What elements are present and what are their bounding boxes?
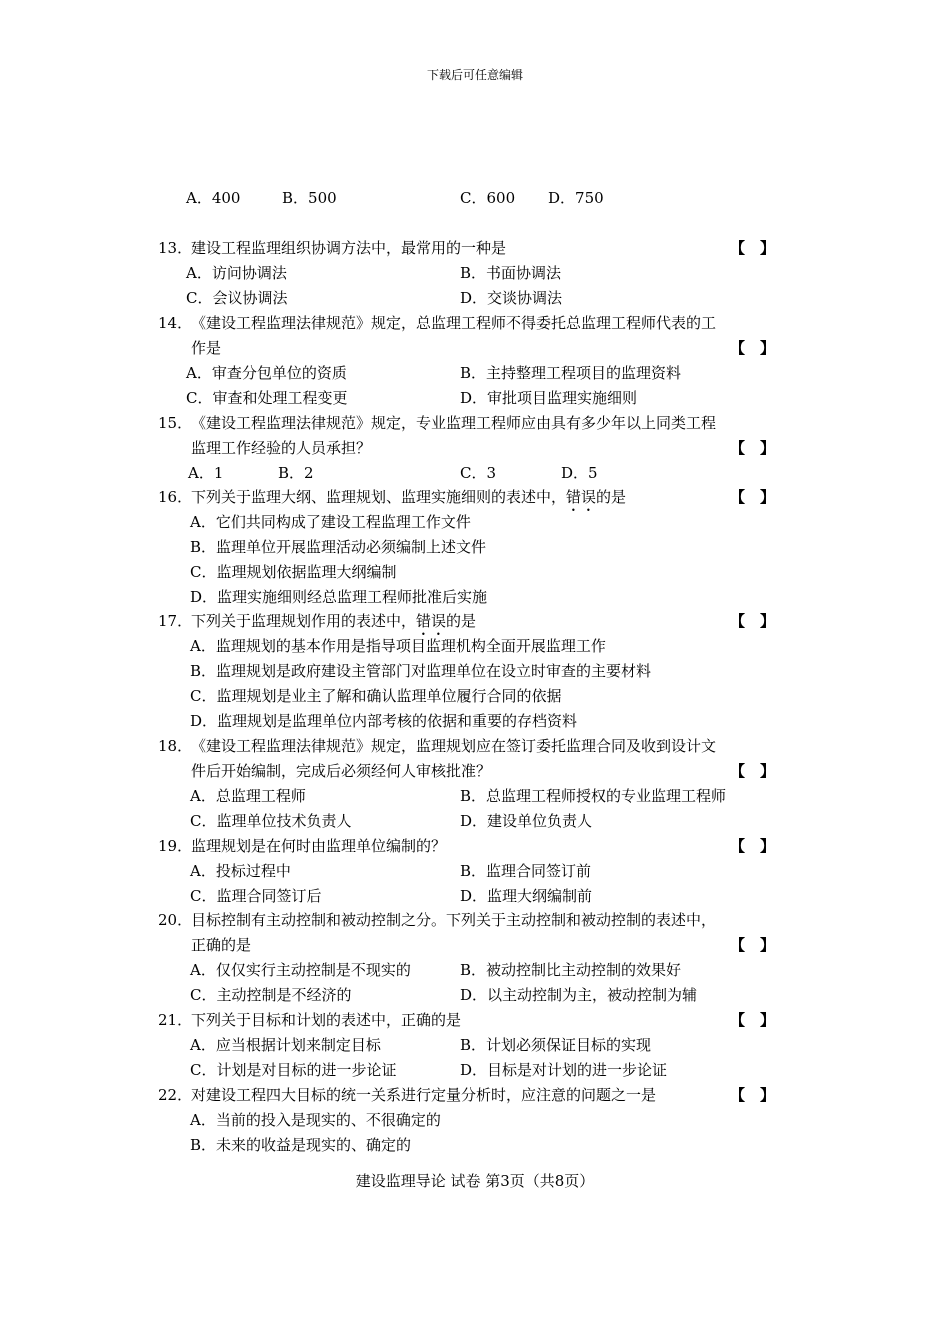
question-17	[0, 609, 950, 633]
option: C．主动控制是不经济的	[190, 986, 352, 1004]
option: C．监理规划依据监理大纲编制	[190, 563, 397, 581]
options-row	[0, 784, 950, 808]
question-stem: 件后开始编制，完成后必须经何人审核批准？	[191, 762, 492, 780]
answer-bracket: 【 】	[730, 936, 776, 954]
option: D．交谈协调法	[460, 289, 563, 307]
question-stem: 正确的是	[191, 936, 252, 954]
options-row	[0, 634, 950, 658]
options-row	[0, 809, 950, 833]
option: B．计划必须保证目标的实现	[460, 1036, 652, 1054]
question-number: 19．	[158, 837, 193, 855]
options-row	[0, 884, 950, 908]
option: B．未来的收益是现实的、确定的	[190, 1136, 412, 1154]
options-row	[0, 261, 950, 285]
option: B．主持整理工程项目的监理资料	[460, 364, 682, 382]
question-number: 13．	[158, 239, 193, 257]
option: C．会议协调法	[186, 289, 288, 307]
option: A．当前的投入是现实的、不很确定的	[190, 1111, 441, 1129]
question-number: 21．	[158, 1011, 193, 1029]
question-18	[0, 734, 950, 758]
option: B．2	[278, 464, 314, 482]
option: A．应当根据计划来制定目标	[190, 1036, 381, 1054]
option: D．以主动控制为主，被动控制为辅	[460, 986, 698, 1004]
options-row	[0, 1108, 950, 1132]
question-stem: 监理规划是在何时由监理单位编制的？	[191, 837, 447, 855]
answer-bracket: 【 】	[730, 439, 776, 457]
question-stem: 目标控制有主动控制和被动控制之分。下列关于主动控制和被动控制的表述中，	[191, 911, 717, 929]
question-13	[0, 236, 950, 260]
answer-bracket: 【 】	[730, 837, 776, 855]
answer-bracket: 【 】	[730, 762, 776, 780]
question-stem: 监理工作经验的人员承担？	[191, 439, 372, 457]
question-stem: 对建设工程四大目标的统一关系进行定量分析时，应注意的问题之一是	[191, 1086, 657, 1104]
option: C．3	[460, 464, 497, 482]
options-row	[0, 585, 950, 609]
options-row	[0, 709, 950, 733]
options-row	[0, 1058, 950, 1082]
question-number: 16．	[158, 488, 193, 506]
option: A．400	[186, 189, 241, 207]
question-number: 15．	[158, 414, 193, 432]
option: A．总监理工程师	[190, 787, 306, 805]
options-row	[0, 286, 950, 310]
question-18-cont	[0, 759, 950, 783]
question-stem: 《建设工程监理法律规范》规定，专业监理工程师应由具有多少年以上同类工程	[191, 414, 717, 432]
options-row	[0, 386, 950, 410]
options-row	[0, 958, 950, 982]
options-row	[0, 461, 950, 485]
question-14-cont	[0, 336, 950, 360]
question-number: 14．	[158, 314, 193, 332]
question-stem: 下列关于目标和计划的表述中，正确的是	[191, 1011, 462, 1029]
option: D．5	[561, 464, 598, 482]
options-row	[0, 684, 950, 708]
option: D．监理规划是监理单位内部考核的依据和重要的存档资料	[190, 712, 578, 730]
question-stem: 作是	[191, 339, 222, 357]
question-20	[0, 908, 950, 932]
options-row	[0, 1133, 950, 1157]
option: C．监理规划是业主了解和确认监理单位履行合同的依据	[190, 687, 562, 705]
question-number: 18．	[158, 737, 193, 755]
question-number: 20．	[158, 911, 193, 929]
question-19	[0, 834, 950, 858]
option: B．500	[282, 189, 337, 207]
option: D．审批项目监理实施细则	[460, 389, 638, 407]
option: D．监理大纲编制前	[460, 887, 593, 905]
answer-bracket: 【 】	[730, 1086, 776, 1104]
options-row	[0, 560, 950, 584]
option: A．仅仅实行主动控制是不现实的	[190, 961, 411, 979]
option: D．目标是对计划的进一步论证	[460, 1061, 668, 1079]
answer-bracket: 【 】	[730, 1011, 776, 1029]
option: C．600	[460, 189, 516, 207]
options-row	[0, 510, 950, 534]
option: B．监理规划是政府建设主管部门对监理单位在设立时审查的主要材料	[190, 662, 652, 680]
answer-bracket: 【 】	[730, 339, 776, 357]
emphasis-text: 错误	[566, 488, 597, 506]
question-22	[0, 1083, 950, 1107]
option: D．750	[548, 189, 604, 207]
options-row	[0, 1033, 950, 1057]
question-number: 17．	[158, 612, 193, 630]
options-row	[0, 983, 950, 1007]
question-20-cont	[0, 933, 950, 957]
q12-options	[0, 186, 950, 210]
stem-text: 的是	[596, 488, 627, 506]
question-stem: 建设工程监理组织协调方法中，最常用的一种是	[191, 239, 507, 257]
option: B．书面协调法	[460, 264, 562, 282]
option: C．监理单位技术负责人	[190, 812, 352, 830]
page-footer: 建设监理导论 试卷 第3页（共8页）	[355, 1172, 595, 1190]
option: A．它们共同构成了建设工程监理工作文件	[190, 513, 471, 531]
stem-text: 下列关于监理规划作用的表述中，	[191, 612, 417, 630]
option: D．监理实施细则经总监理工程师批准后实施	[190, 588, 488, 606]
option: B．总监理工程师授权的专业监理工程师	[460, 787, 727, 805]
option: C．审查和处理工程变更	[186, 389, 348, 407]
options-row	[0, 659, 950, 683]
question-15	[0, 411, 950, 435]
option: A．投标过程中	[190, 862, 291, 880]
answer-bracket: 【 】	[730, 239, 776, 257]
option: C．计划是对目标的进一步论证	[190, 1061, 397, 1079]
emphasis-text: 错误	[416, 612, 447, 630]
question-16	[0, 485, 950, 509]
question-14	[0, 311, 950, 335]
option: A．访问协调法	[186, 264, 287, 282]
question-15-cont	[0, 436, 950, 460]
option: A．审查分包单位的资质	[186, 364, 347, 382]
option: B．被动控制比主动控制的效果好	[460, 961, 682, 979]
question-21	[0, 1008, 950, 1032]
option: A．监理规划的基本作用是指导项目监理机构全面开展监理工作	[190, 637, 606, 655]
option: B．监理单位开展监理活动必须编制上述文件	[190, 538, 487, 556]
stem-text: 的是	[446, 612, 477, 630]
options-row	[0, 361, 950, 385]
options-row	[0, 535, 950, 559]
question-stem: 《建设工程监理法律规范》规定，总监理工程师不得委托总监理工程师代表的工	[191, 314, 717, 332]
answer-bracket: 【 】	[730, 488, 776, 506]
question-number: 22．	[158, 1086, 193, 1104]
stem-text: 下列关于监理大纲、监理规划、监理实施细则的表述中，	[191, 488, 567, 506]
answer-bracket: 【 】	[730, 612, 776, 630]
option: D．建设单位负责人	[460, 812, 593, 830]
option: B．监理合同签订前	[460, 862, 592, 880]
question-stem: 《建设工程监理法律规范》规定，监理规划应在签订委托监理合同及收到设计文	[191, 737, 717, 755]
page-header: 下载后可任意编辑	[426, 68, 523, 82]
option: C．监理合同签订后	[190, 887, 322, 905]
options-row	[0, 859, 950, 883]
option: A．1	[188, 464, 224, 482]
